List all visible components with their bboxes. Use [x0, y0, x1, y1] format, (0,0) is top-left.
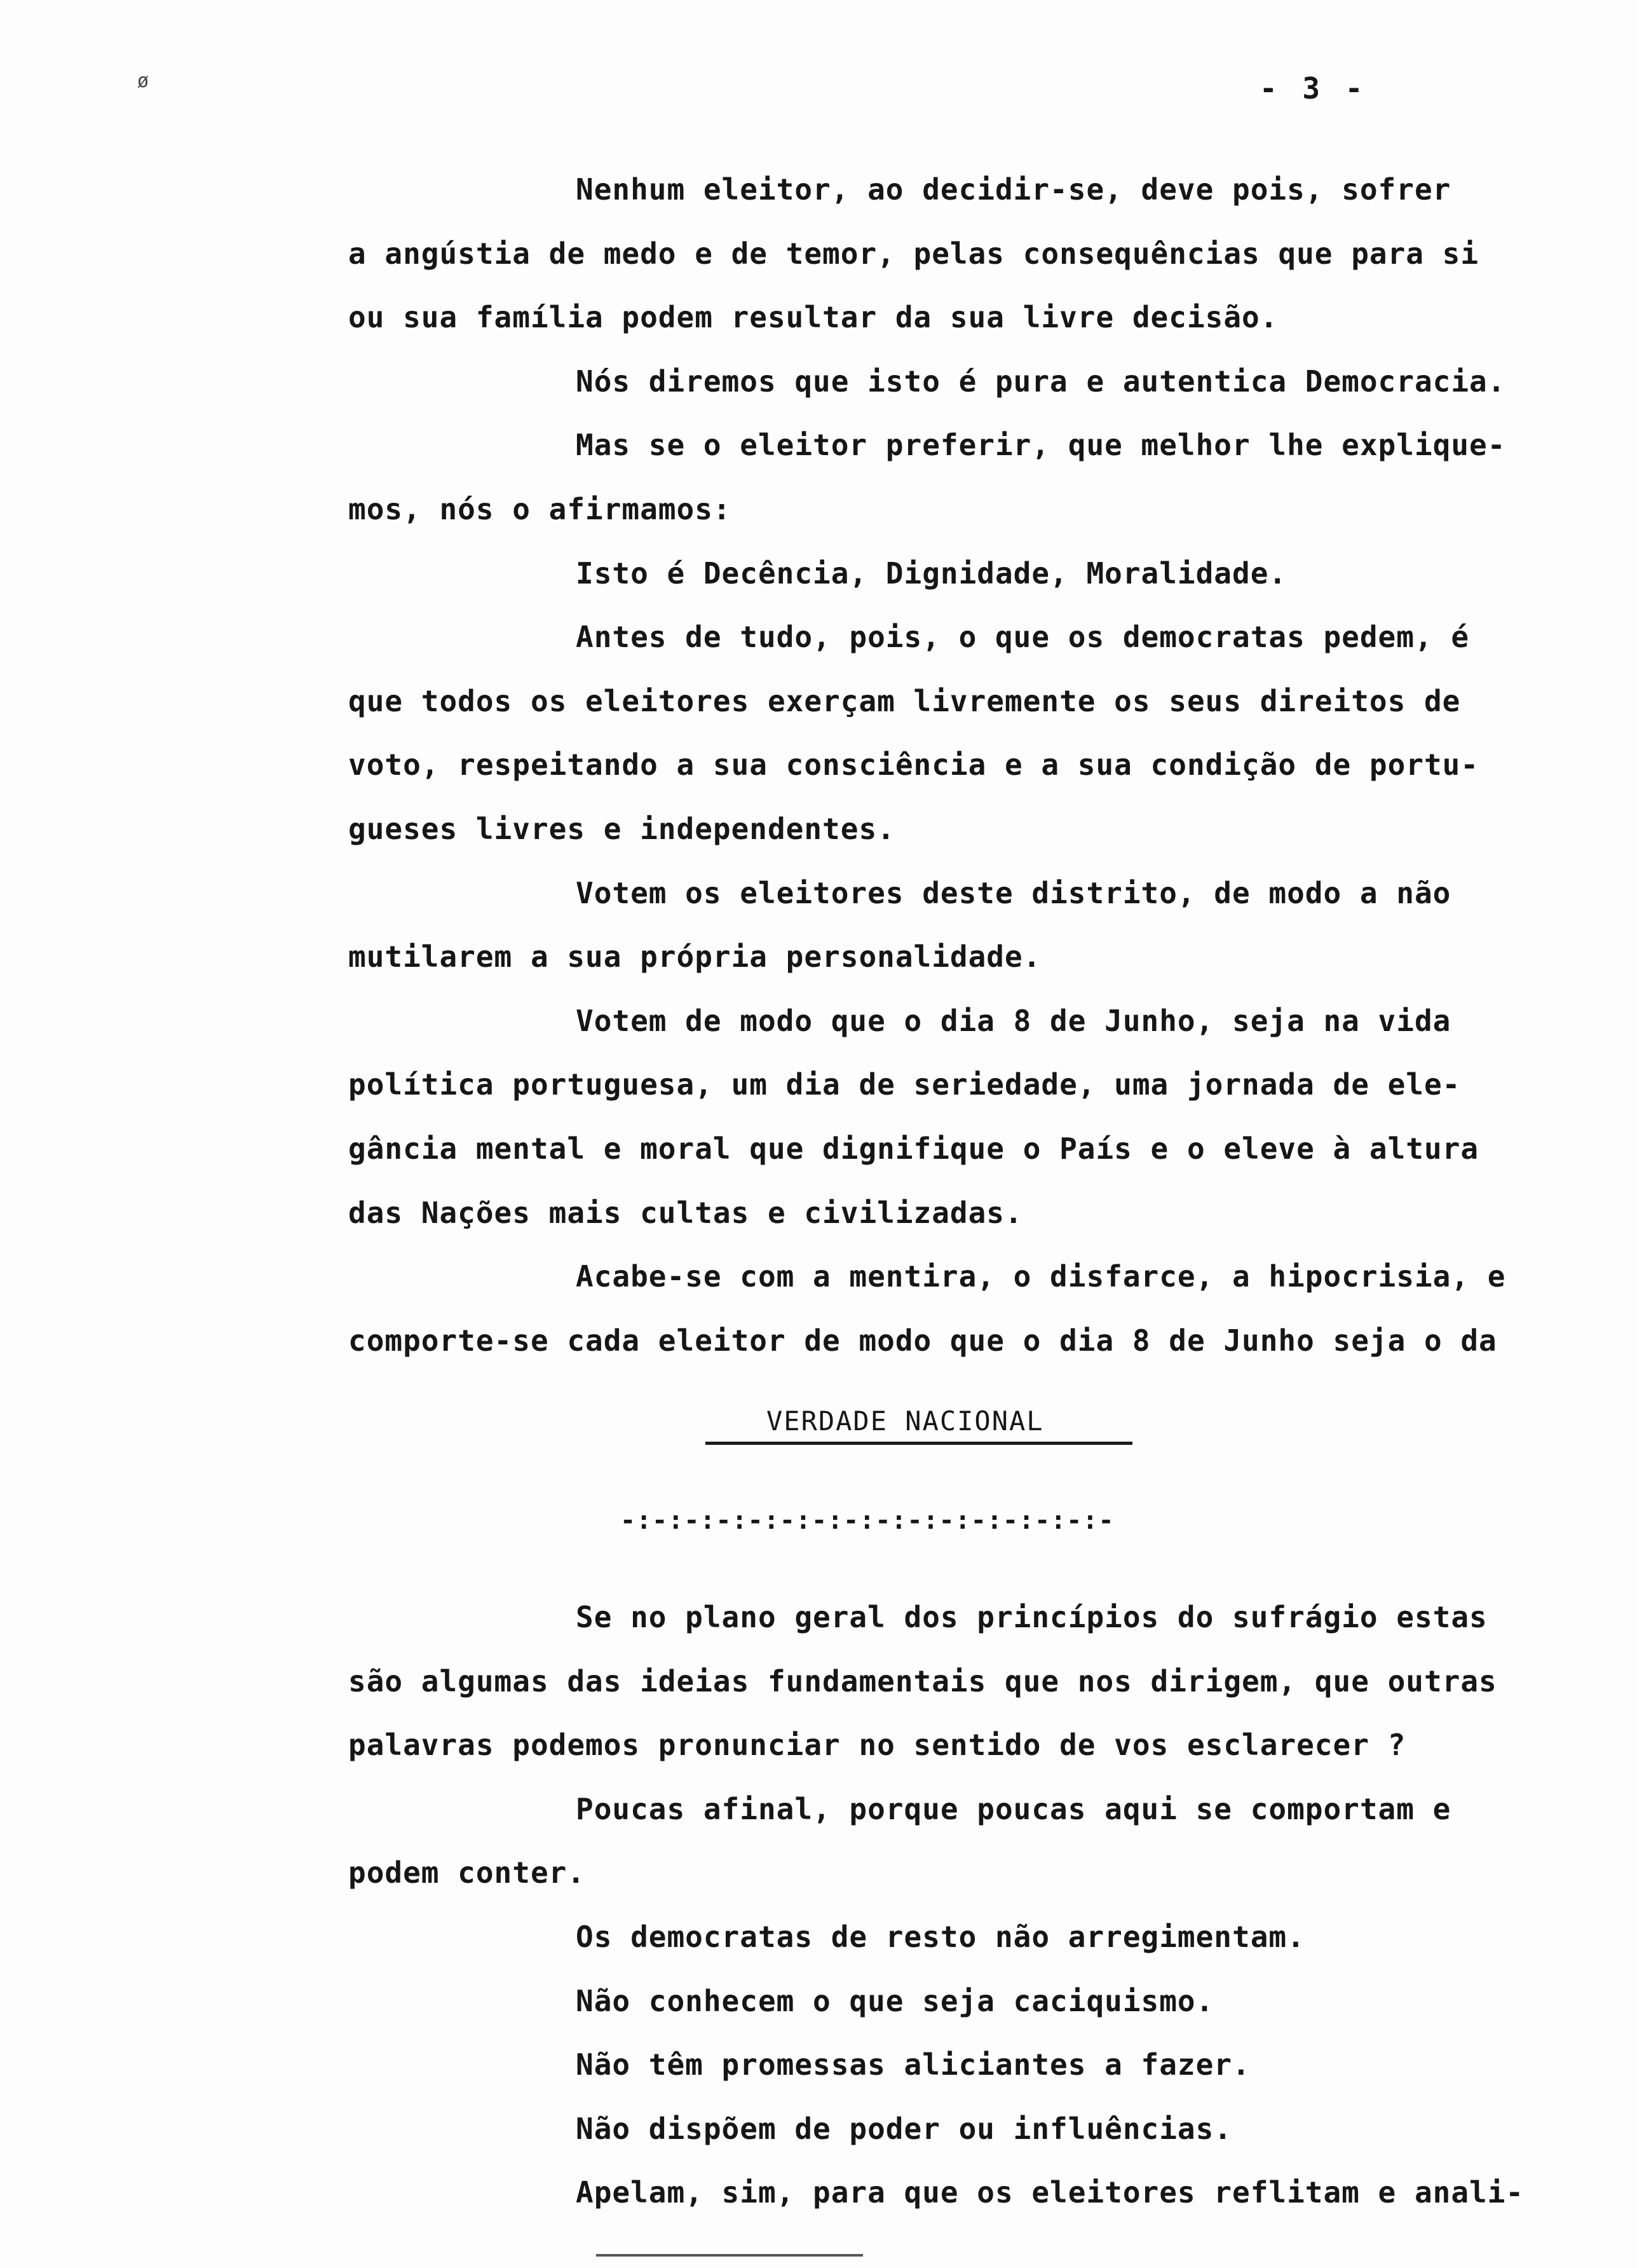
text-line: Apelam, sim, para que os eleitores reflitam e anali-	[576, 2175, 1525, 2210]
text-line: Não têm promessas aliciantes a fazer.	[576, 2047, 1251, 2082]
text-line: podem conter.	[348, 1855, 586, 1890]
text-line: são algumas das ideias fundamentais que nos dirigem, que outras	[348, 1663, 1497, 1698]
text-line: Acabe-se com a mentira, o disfarce, a hipocrisia, e	[576, 1259, 1506, 1294]
text-line: das Nações mais cultas e civilizadas.	[348, 1195, 1023, 1230]
text-line: Votem os eleitores deste distrito, de modo a não	[576, 875, 1451, 910]
page-number: - 3 -	[1260, 71, 1367, 106]
bottom-rule	[596, 2254, 863, 2257]
text-line: Se no plano geral dos princípios do sufrágio estas	[576, 1600, 1488, 1634]
text-line: a angústia de medo e de temor, pelas consequências que para si	[348, 236, 1479, 271]
text-line: palavras podemos pronunciar no sentido de vos esclarecer ?	[348, 1728, 1406, 1763]
text-line: ou sua família podem resultar da sua livre decisão.	[348, 300, 1279, 335]
text-line: Antes de tudo, pois, o que os democratas pedem, é	[576, 620, 1470, 655]
heading-underline	[705, 1442, 1132, 1445]
section-heading: VERDADE NACIONAL	[766, 1405, 1044, 1437]
text-line: Poucas afinal, porque poucas aqui se comportam e	[576, 1791, 1451, 1826]
text-line: Nós diremos que isto é pura e autentica Democracia.	[576, 364, 1506, 399]
text-line: Os democratas de resto não arregimentam.	[576, 1920, 1305, 1954]
text-line: Mas se o eleitor preferir, que melhor lhe explique-	[576, 428, 1506, 463]
ornamental-separator: -:-:-:-:-:-:-:-:-:-:-:-:-:-:-:-	[620, 1506, 1115, 1535]
text-line: Isto é Decência, Dignidade, Moralidade.	[576, 556, 1287, 591]
text-line: Votem de modo que o dia 8 de Junho, seja na vida	[576, 1003, 1451, 1038]
text-line: política portuguesa, um dia de seriedade, uma jornada de ele-	[348, 1067, 1461, 1102]
text-line: que todos os eleitores exerçam livremente os seus direitos de	[348, 683, 1461, 718]
stray-ink-mark: ø	[137, 70, 149, 92]
text-line: gância mental e moral que dignifique o País e o eleve à altura	[348, 1131, 1479, 1166]
text-line: mutilarem a sua própria personalidade.	[348, 939, 1042, 974]
text-line: gueses livres e independentes.	[348, 812, 895, 846]
text-line: Nenhum eleitor, ao decidir-se, deve pois, sofrer	[576, 172, 1451, 207]
text-line: voto, respeitando a sua consciência e a sua condição de portu-	[348, 748, 1479, 782]
text-line: Não conhecem o que seja caciquismo.	[576, 1983, 1214, 2018]
text-line: comporte-se cada eleitor de modo que o dia 8 de Junho seja o da	[348, 1323, 1497, 1358]
text-line: Não dispõem de poder ou influências.	[576, 2111, 1232, 2146]
text-line: mos, nós o afirmamos:	[348, 492, 731, 526]
